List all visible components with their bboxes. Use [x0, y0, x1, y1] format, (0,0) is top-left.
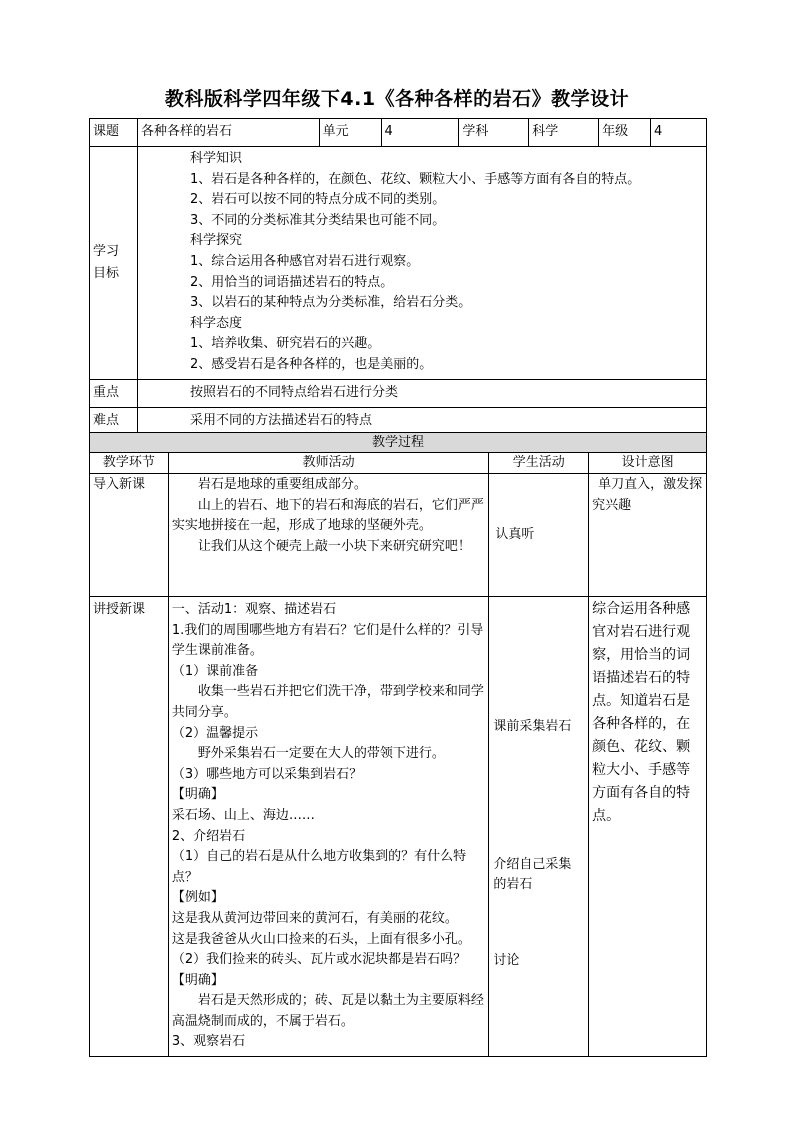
- topic-label: 课题: [90, 119, 138, 147]
- process-header-row: [90, 453, 707, 474]
- lecture-teacher-line: 一、活动1：观察、描述岩石: [171, 602, 337, 617]
- goals-row: [90, 147, 707, 380]
- col-header-stage: 教学环节: [90, 453, 169, 474]
- goal-line: 1、岩石是各种各样的，在颜色、花纹、颗粒大小、手感等方面有各自的特点。: [189, 171, 641, 187]
- lecture-student-line: 讨论: [493, 952, 520, 968]
- grade-label: 年级: [599, 119, 651, 147]
- difficulty-label: 难点: [90, 407, 138, 435]
- intro-teacher: [168, 474, 488, 597]
- intro-intent-text: 单刀直入，激发探究兴趣: [592, 477, 703, 513]
- goals-content: [137, 147, 706, 380]
- lecture-row: [90, 597, 707, 1057]
- key-point-row: [90, 379, 707, 407]
- intro-intent: [589, 474, 707, 597]
- intro-teacher-line: 让我们从这个硬壳上敲一小块下来研究研究吧！: [197, 538, 471, 554]
- lecture-student-line: 介绍自己采集的岩石: [493, 856, 572, 893]
- intro-teacher-line: 山上的岩石、地下的岩石和海底的岩石，它们严严实实地拼接在一起，形成了地球的坚硬外壳。: [171, 497, 484, 534]
- goal-line: 2、岩石可以按不同的特点分成不同的类别。: [189, 192, 446, 208]
- process-heading-row: [90, 433, 707, 453]
- lecture-teacher-line: （2）我们捡来的砖头、瓦片或水泥块都是岩石吗？: [171, 952, 467, 968]
- topic-value: 各种各样的岩石: [137, 119, 319, 147]
- lecture-teacher-line: 收集一些岩石并把它们洗干净，带到学校来和同学共同分享。: [171, 684, 484, 720]
- lesson-info-table: [89, 118, 707, 436]
- key-point-label: 重点: [90, 379, 138, 407]
- lecture-teacher-line: 【明确】: [171, 787, 224, 803]
- lecture-teacher-line: 这是我从黄河边带回来的黄河石，有美丽的花纹。: [171, 910, 458, 926]
- goal-line: 科学知识: [189, 151, 242, 166]
- lecture-teacher-line: 野外采集岩石一定要在大人的带领下进行。: [197, 746, 445, 762]
- col-header-intent: 设计意图: [589, 453, 707, 474]
- lecture-intent: [589, 597, 707, 1057]
- key-point-value: 按照岩石的不同特点给岩石进行分类: [137, 379, 706, 407]
- lecture-teacher-line: 1.我们的周围哪些地方有岩石？它们是什么样的？引导学生课前准备。: [171, 622, 484, 659]
- lecture-teacher-line: 3、观察岩石: [171, 1034, 246, 1050]
- intro-student: 认真听: [489, 474, 589, 597]
- lecture-teacher-line: 2、介绍岩石: [171, 828, 246, 844]
- unit-label: 单元: [319, 119, 381, 147]
- difficulty-row: [90, 407, 707, 435]
- lecture-intent-text: 综合运用各种感官对岩石进行观察，用恰当的词语描述岩石的特点。知道岩石是各种各样的，在颜色、花纹、颗粒大小、手感等方面有各自的特点。: [592, 601, 691, 824]
- col-header-teacher: 教师活动: [168, 453, 488, 474]
- lecture-student-line: 课前采集岩石: [493, 719, 572, 734]
- lecture-teacher: [168, 597, 488, 1057]
- goal-line: 3、不同的分类标准其分类结果也可能不同。: [189, 212, 446, 228]
- unit-value: 4: [381, 119, 459, 147]
- goals-label-text: 学习目标: [93, 243, 120, 281]
- goal-line: 1、综合运用各种感官对岩石进行观察。: [189, 253, 420, 269]
- process-heading: 教学过程: [90, 433, 707, 453]
- subject-value: 科学: [529, 119, 599, 147]
- intro-teacher-line: 岩石是地球的重要组成部分。: [197, 477, 367, 492]
- lecture-student: [489, 597, 589, 1057]
- goal-line: 1、培养收集、研究岩石的兴趣。: [189, 336, 381, 352]
- goal-line: 科学探究: [189, 233, 242, 249]
- goal-line: 3、以岩石的某种特点为分类标准，给岩石分类。: [189, 295, 472, 311]
- goals-label: [90, 147, 138, 380]
- grade-value: 4: [651, 119, 707, 147]
- col-header-student: 学生活动: [489, 453, 589, 474]
- lecture-teacher-line: （2）温馨提示: [171, 725, 259, 741]
- page-title: 教科版科学四年级下4.1《各种各样的岩石》教学设计: [164, 88, 630, 110]
- lecture-teacher-line: 这是我爸爸从火山口捡来的石头，上面有很多小孔。: [171, 931, 471, 947]
- lecture-teacher-line: （1）自己的岩石是从什么地方收集到的？有什么特点？: [171, 849, 467, 885]
- lecture-teacher-line: （3）哪些地方可以采集到岩石？: [171, 766, 363, 782]
- lecture-teacher-line: 【明确】: [171, 972, 224, 988]
- lecture-teacher-line: （1）课前准备: [171, 663, 259, 679]
- goal-line: 2、用恰当的词语描述岩石的特点。: [189, 274, 394, 290]
- subject-label: 学科: [459, 119, 529, 147]
- intro-row: [90, 474, 707, 597]
- lecture-teacher-line: 【例如】: [171, 890, 224, 906]
- goal-line: 2、感受岩石是各种各样的，也是美丽的。: [189, 356, 433, 372]
- intro-stage: 导入新课: [90, 474, 169, 597]
- lecture-teacher-line: 采石场、山上、海边……: [171, 807, 315, 823]
- topic-row: [90, 119, 707, 147]
- lecture-stage: 讲授新课: [90, 597, 169, 1057]
- teaching-process-table: [89, 432, 707, 1057]
- goal-line: 科学态度: [189, 315, 242, 331]
- lecture-teacher-line: 岩石是天然形成的；砖、瓦是以黏土为主要原料经高温烧制而成的，不属于岩石。: [171, 993, 484, 1029]
- difficulty-value: 采用不同的方法描述岩石的特点: [137, 407, 706, 435]
